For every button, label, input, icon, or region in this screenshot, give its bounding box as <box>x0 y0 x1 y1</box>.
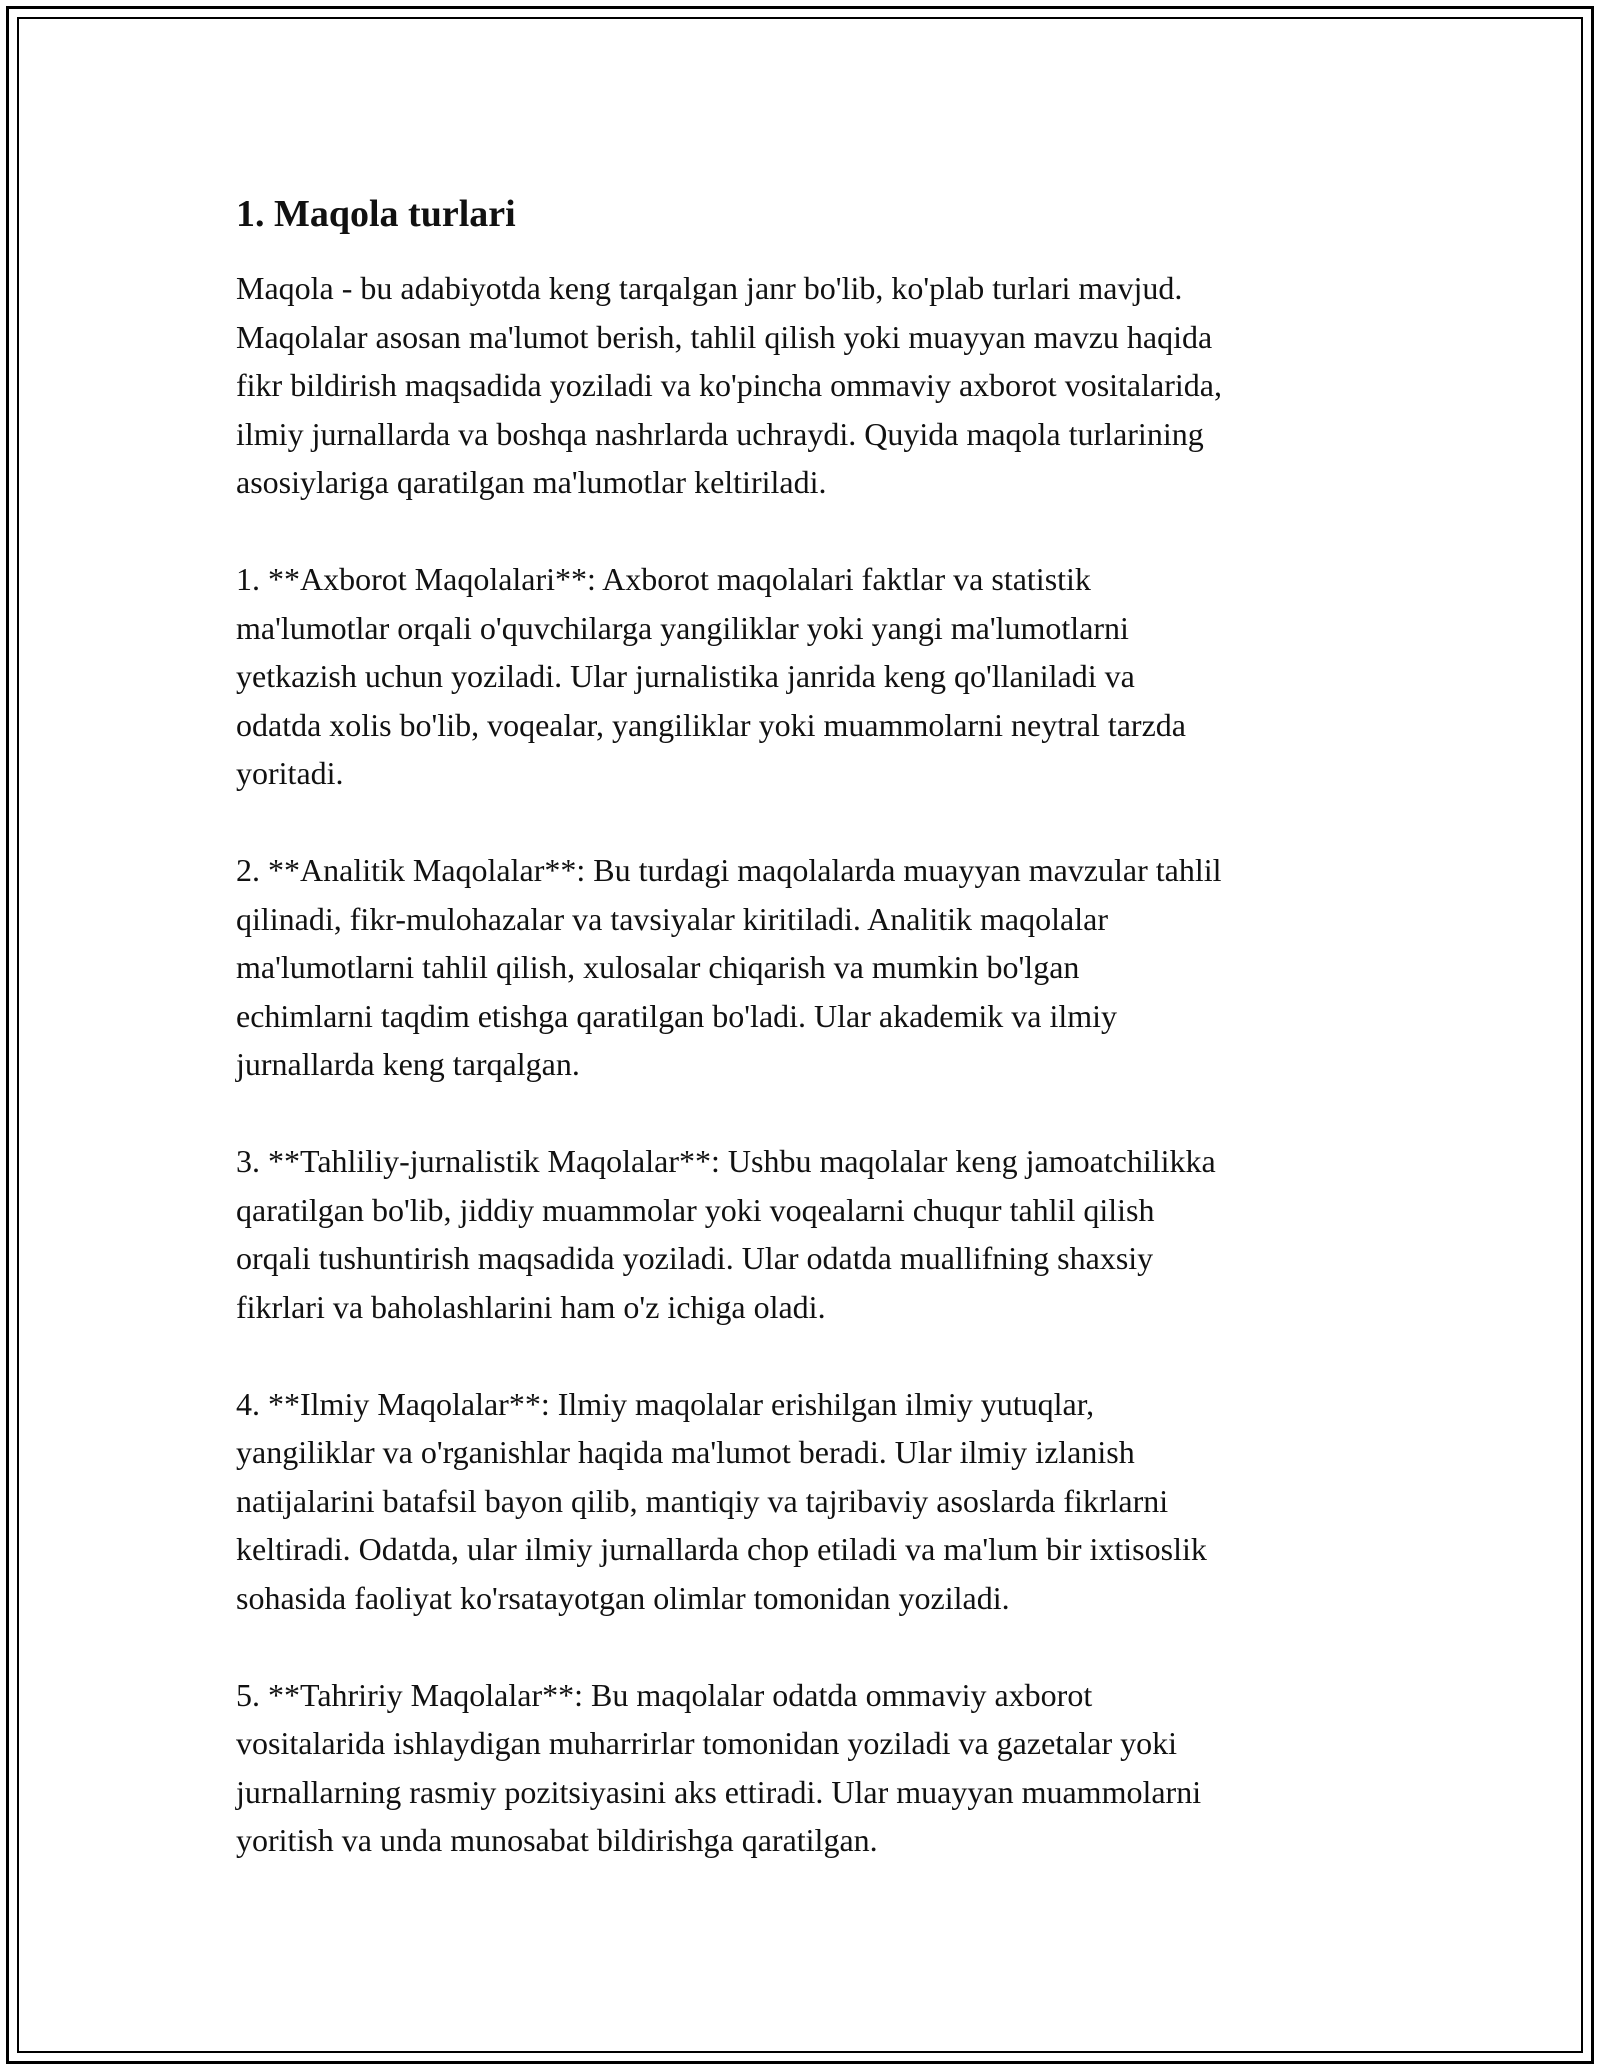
paragraph-tahririy: 5. **Tahririy Maqolalar**: Bu maqolalar odatda ommaviy axborot vositalarida ishlaydigan muharrirlar tomonidan yoziladi va gazetalar yoki jurnallarning rasmiy pozitsiyasini aks ettiradi. Ular muayyan muammolarni yoritish va unda munosabat bildirishga qaratilgan. <box>236 1676 1202 1858</box>
document-body <box>236 188 1376 1913</box>
intro-paragraph: Maqola - bu adabiyotda keng tarqalgan janr bo'lib, ko'plab turlari mavjud. Maqolalar asosan ma'lumot berish, tahlil qilish yoki muayyan mavzu haqida fikr bildirish maqsadida yoziladi va ko'pincha ommaviy axborot vositalarida, ilmiy jurnallarda va boshqa nashrlarda uchraydi. Quyida maqola turlarining asosiylariga qaratilgan ma'lumotlar keltiriladi. <box>236 270 1222 500</box>
paragraph-analitik: 2. **Analitik Maqolalar**: Bu turdagi maqolalarda muayyan mavzular tahlil qilinadi, fikr-mulohazalar va tavsiyalar kiritiladi. Analitik maqolalar ma'lumotlarni tahlil qilish, xulosalar chiqarish va mumkin bo'lgan echimlarni taqdim etishga qaratilgan bo'ladi. Ular akademik va ilmiy jurnallarda keng tarqalgan. <box>236 852 1222 1082</box>
paragraph-tahliliy-jurnalistik: 3. **Tahliliy-jurnalistik Maqolalar**: Ushbu maqolalar keng jamoatchilikka qaratilgan bo'lib, jiddiy muammolar yoki voqealarni chuqur tahlil qilish orqali tushuntirish maqsadida yoziladi. Ular odatda muallifning shaxsiy fikrlari va baholashlarini ham o'z ichiga oladi. <box>236 1143 1216 1325</box>
section-heading: 1. Maqola turlari <box>236 193 516 235</box>
paragraph-axborot: 1. **Axborot Maqolalari**: Axborot maqolalari faktlar va statistik ma'lumotlar orqali o'quvchilarga yangiliklar yoki yangi ma'lumotlarni yetkazish uchun yoziladi. Ular jurnalistika janrida keng qo'llaniladi va odatda xolis bo'lib, voqealar, yangiliklar yoki muammolarni neytral tarzda yoritadi. <box>236 561 1186 791</box>
paragraph-ilmiy: 4. **Ilmiy Maqolalar**: Ilmiy maqolalar erishilgan ilmiy yutuqlar, yangiliklar va o'rganishlar haqida ma'lumot beradi. Ular ilmiy izlanish natijalarini batafsil bayon qilib, mantiqiy va tajribaviy asoslarda fikrlarni keltiradi. Odatda, ular ilmiy jurnallarda chop etiladi va ma'lum bir ixtisoslik sohasida faoliyat ko'rsatayotgan olimlar tomonidan yoziladi. <box>236 1385 1207 1616</box>
